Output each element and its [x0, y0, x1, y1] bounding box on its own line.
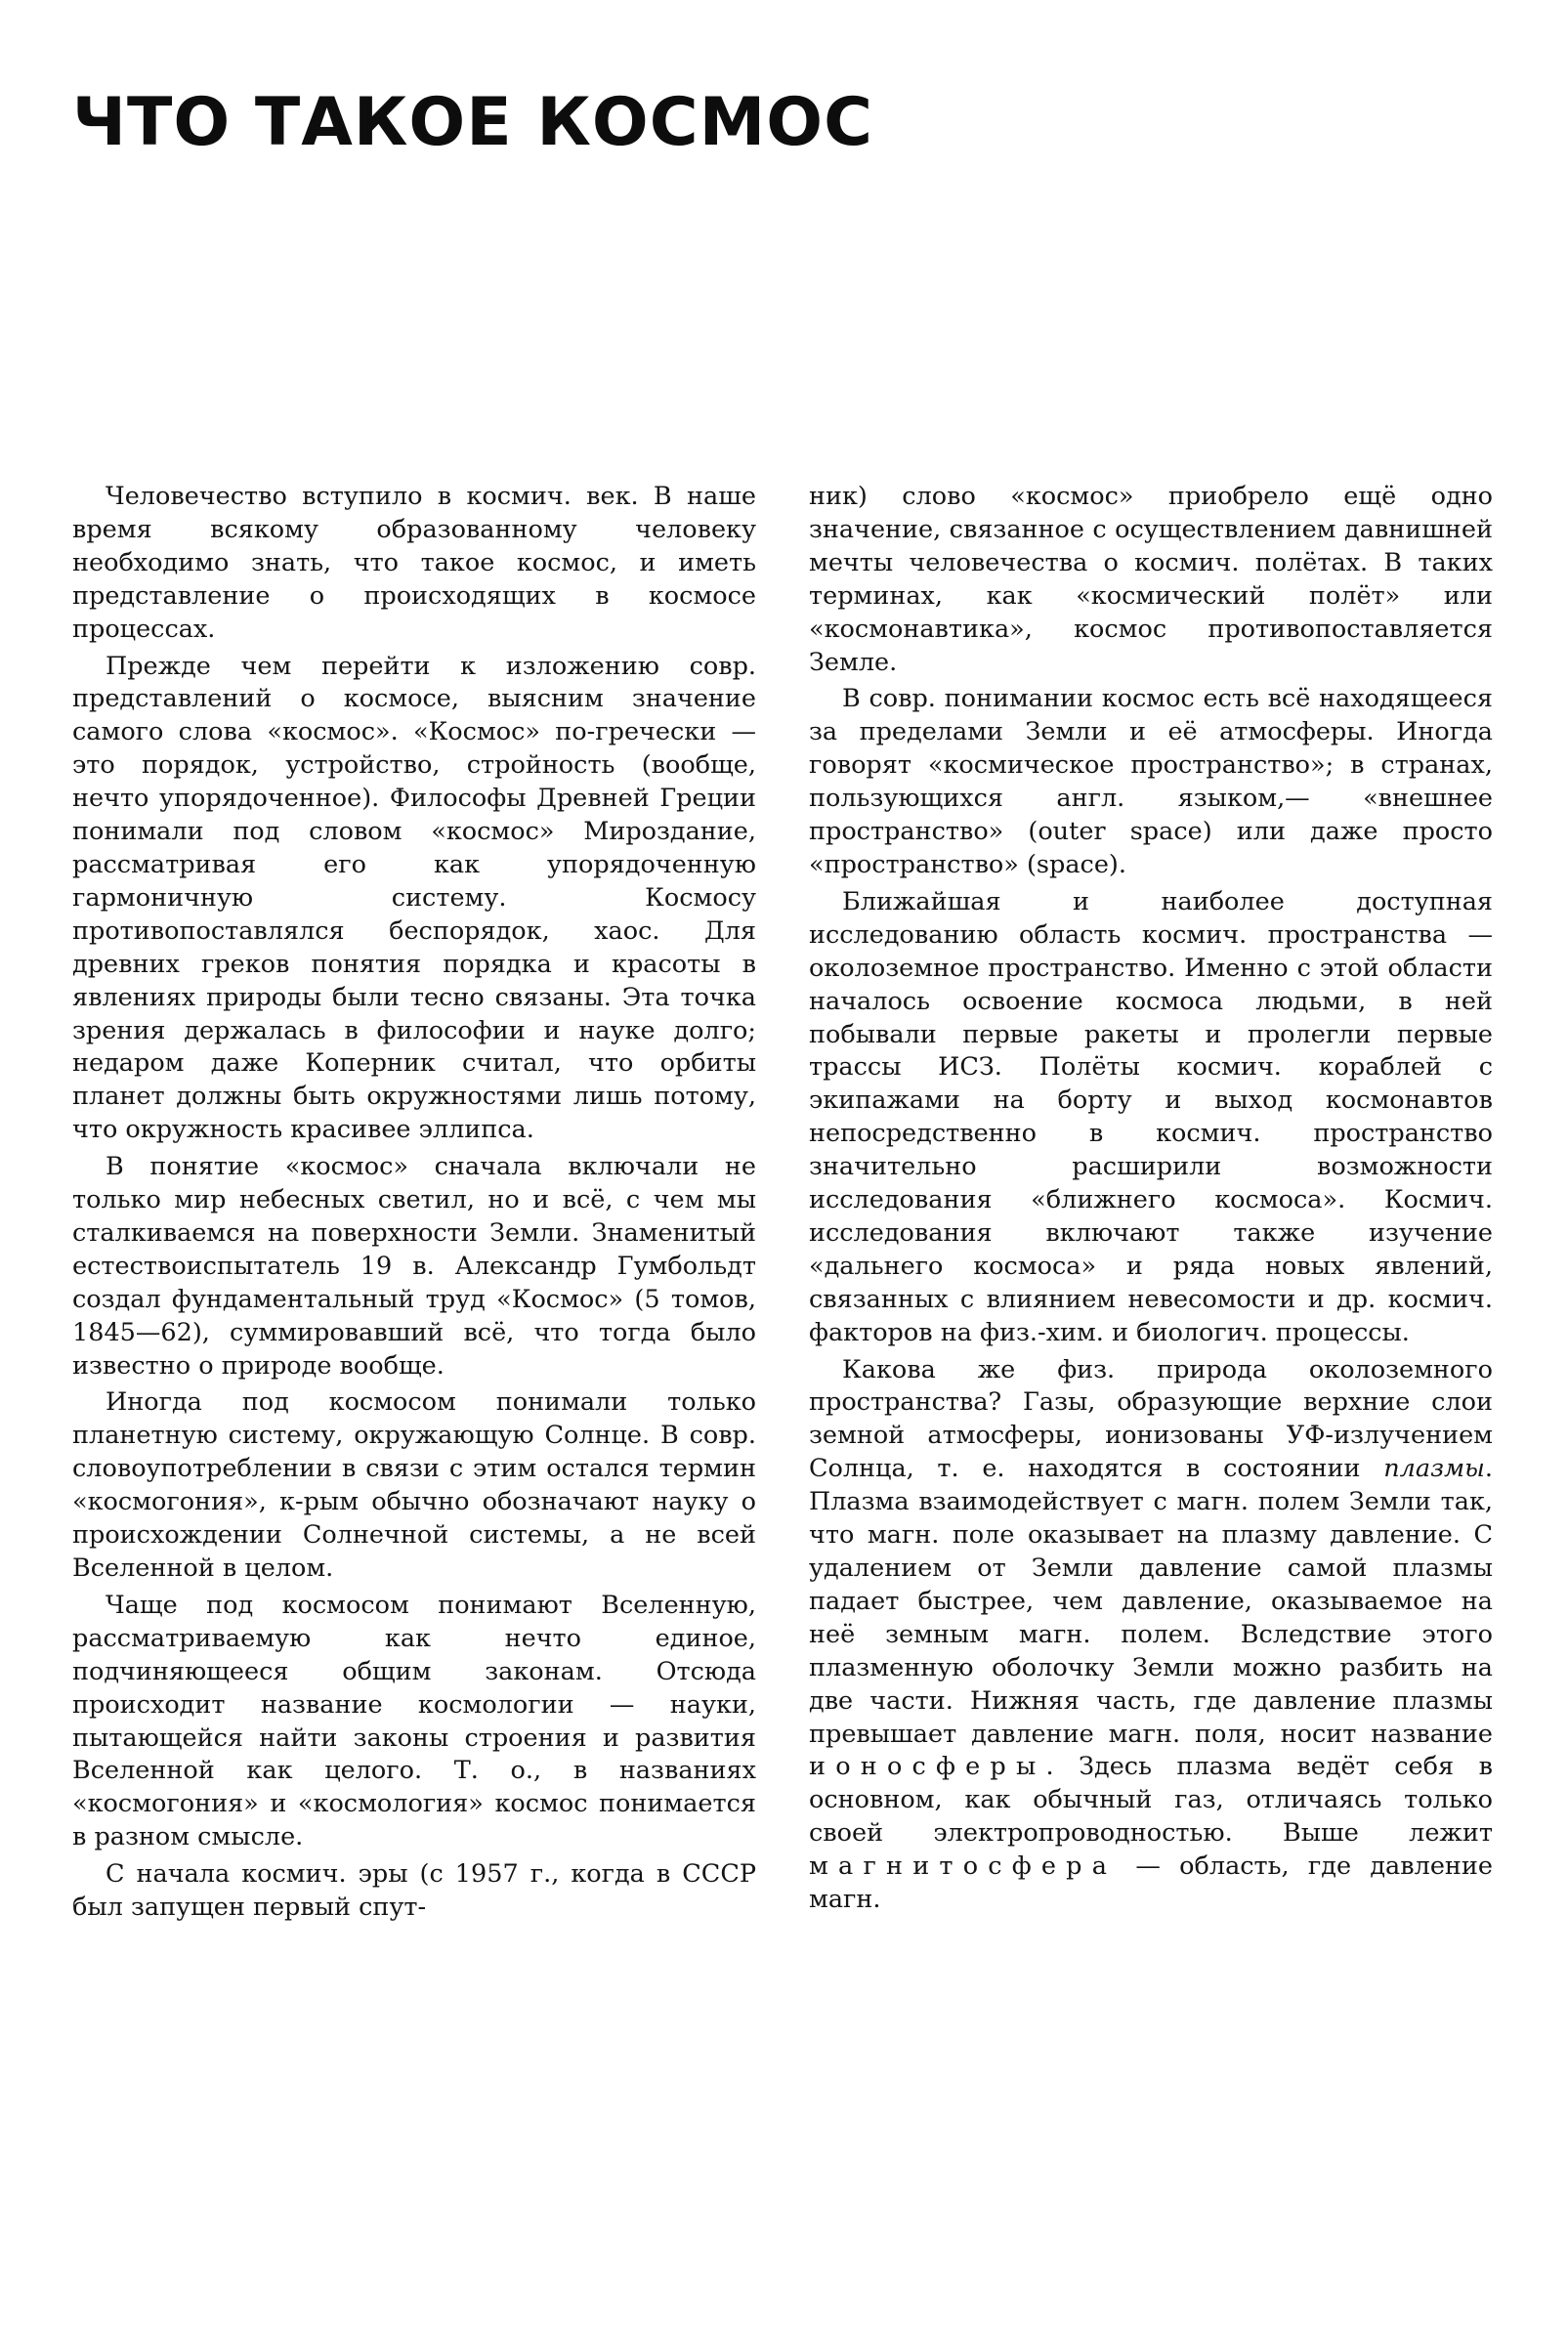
paragraph: Прежде чем перейти к изложению совр. представлений о космосе, выясним значение самого слова «космос». «Космос» по-гречески — это порядок, устройство, стройность (вообще, нечто упорядоченное). Философы Древней Греции понимали под словом «космос» Мироздание, рассматривая его как упорядоченную гармоничную систему. Космосу противопоставлялся беспорядок, хаос. Для древних греков понятия порядка и красоты в явлениях природы были тесно связаны. Эта точка зрения держалась в философии и науке долго; недаром даже Коперник считал, что орбиты планет должны быть окружностями лишь потому, что окружность красивее эллипса.: [72, 651, 756, 1145]
paragraph: В совр. понимании космос есть всё находящееся за пределами Земли и её атмосферы. Иногда говорят «космическое пространство»; в странах, пользующихся англ. языком,— «внешнее пространство» (outer space) или даже просто «пространство» (space).: [809, 684, 1493, 879]
paragraph: [809, 1354, 1493, 1917]
text-run: . Плазма взаимодействует с магн. полем Земли так, что магн. поле оказывает на плазму давление. С удалением от Земли давление самой плазмы падает быстрее, чем давление, оказываемое на неё земным магн. полем. Вследствие этого плазменную оболочку Земли можно разбить на две части. Нижняя часть, где давление плазмы превышает давление магн. поля, носит название: [809, 1454, 1493, 1749]
text-run: . Здесь плазма ведёт себя в основном, как обычный газ, отличаясь только своей электропроводностью. Выше лежит: [809, 1752, 1493, 1849]
paragraph: Ближайшая и наиболее доступная исследованию область космич. пространства — околоземное пространство. Именно с этой области началось освоение космоса людьми, в ней побывали первые ракеты и пролегли первые трассы ИСЗ. Полёты космич. кораблей с экипажами на борту и выход космонавтов непосредственно в космич. пространство значительно расширили возможности исследования «ближнего космоса». Космич. исследования включают также изучение «дальнего космоса» и ряда новых явлений, связанных с влиянием невесомости и др. космич. факторов на физ.-хим. и биологич. процессы.: [809, 886, 1493, 1347]
term-plasma: плазмы: [1383, 1454, 1485, 1484]
text-column-left: [72, 481, 756, 1929]
term-magnetosphere: магнитосфера: [809, 1851, 1118, 1882]
term-ionosphere: ионосферы: [809, 1752, 1046, 1782]
paragraph: С начала космич. эры (с 1957 г., когда в СССР был запущен первый спут-: [72, 1859, 756, 1923]
text-run: — область, где давление магн.: [809, 1851, 1493, 1915]
paragraph: Человечество вступило в космич. век. В наше время всякому образованному человеку необходимо знать, что такое космос, и иметь представление о происходящих в космосе процессах.: [72, 482, 756, 644]
text-column-right: [809, 481, 1493, 1921]
paragraph-continued: ник) слово «космос» приобрело ещё одно значение, связанное с осуществлением давнишней мечты человечества о космич. полётах. В таких терминах, как «космический полёт» или «космонавтика», космос противопоставляется Земле.: [809, 482, 1493, 677]
paragraph: В понятие «космос» сначала включали не только мир небесных светил, но и всё, с чем мы сталкиваемся на поверхности Земли. Знаменитый естествоиспытатель 19 в. Александр Гумбольдт создал фундаментальный труд «Космос» (5 томов, 1845—62), суммировавший всё, что тогда было известно о природе вообще.: [72, 1152, 756, 1381]
paragraph: Иногда под космосом понимали только планетную систему, окружающую Солнце. В совр. словоупотреблении в связи с этим остался термин «космогония», к-рым обычно обозначают науку о происхождении Солнечной системы, а не всей Вселенной в целом.: [72, 1387, 756, 1583]
paragraph: Чаще под космосом понимают Вселенную, рассматриваемую как нечто единое, подчиняющееся общим законам. Отсюда происходит название космологии — науки, пытающейся найти законы строения и развития Вселенной как целого. Т. о., в названиях «космогония» и «космология» космос понимается в разном смысле.: [72, 1590, 756, 1852]
text-run: Какова же физ. природа околоземного пространства? Газы, образующие верхние слои земной атмосферы, ионизованы УФ-излучением Солнца, т. е. находятся в состоянии: [809, 1354, 1493, 1484]
page-title: ЧТО ТАКОЕ КОСМОС: [72, 84, 874, 161]
